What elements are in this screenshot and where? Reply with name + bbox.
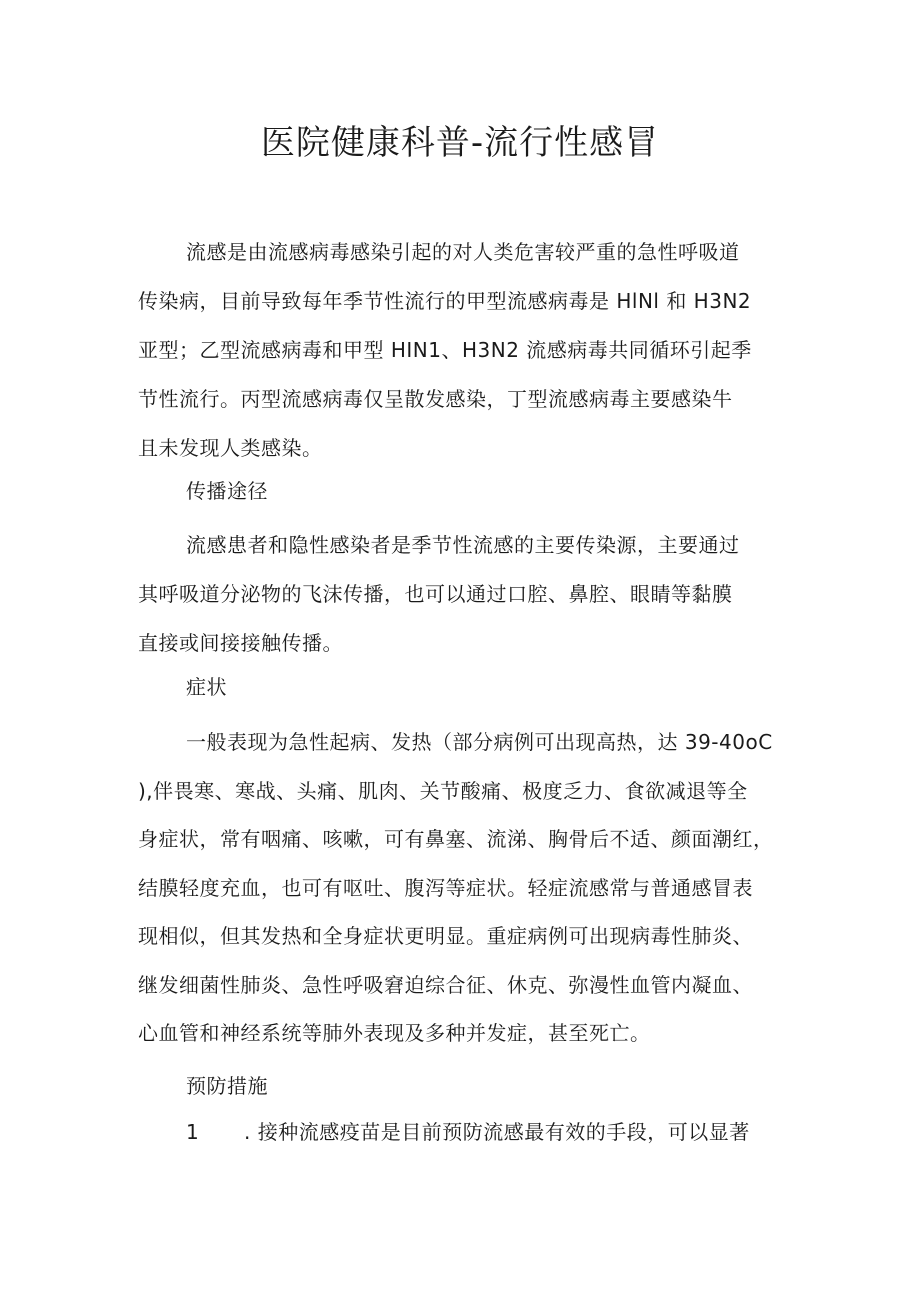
paragraph-line: 继发细菌性肺炎、急性呼吸窘迫综合征、休克、弥漫性血管内凝血、	[138, 972, 753, 997]
section-heading-symptoms: 症状	[186, 675, 227, 699]
paragraph-line: 节性流行。丙型流感病毒仅呈散发感染，丁型流感病毒主要感染牛	[138, 387, 733, 411]
symptoms-paragraph	[138, 718, 808, 1058]
paragraph-line: ),伴畏寒、寒战、头痛、肌肉、关节酸痛、极度乏力、食欲减退等全	[138, 778, 748, 803]
paragraph-line: 其呼吸道分泌物的飞沫传播，也可以通过口腔、鼻腔、眼睛等黏膜	[138, 582, 733, 606]
paragraph-line: 结膜轻度充血，也可有呕吐、腹泻等症状。轻症流感常与普通感冒表	[138, 875, 753, 900]
transmission-paragraph	[138, 521, 808, 668]
paragraph-line: 流感患者和隐性感染者是季节性流感的主要传染源，主要通过	[186, 533, 740, 557]
paragraph-line: 流感是由流感病毒感染引起的对人类危害较严重的急性呼吸道	[186, 240, 740, 264]
prevention-list-item	[186, 1112, 750, 1152]
paragraph-line: 现相似，但其发热和全身症状更明显。重症病例可出现病毒性肺炎、	[138, 924, 753, 948]
paragraph-line: 一般表现为急性起病、发热（部分病例可出现高热，达 39-40oC	[186, 730, 773, 754]
paragraph-line: 且未发现人类感染。	[138, 436, 323, 460]
section-heading-prevention: 预防措施	[186, 1074, 268, 1098]
paragraph-line: 亚型；乙型流感病毒和甲型 HIN1、H3N2 流感病毒共同循环引起季	[138, 338, 752, 362]
paragraph-line: 传染病，目前导致每年季节性流行的甲型流感病毒是 HlNl 和 H3N2	[138, 289, 752, 313]
list-item-text: . 接种流感疫苗是目前预防流感最有效的手段，可以显著	[244, 1120, 750, 1144]
list-item-number: 1	[186, 1120, 200, 1144]
paragraph-line: 心血管和神经系统等肺外表现及多种并发症，甚至死亡。	[138, 1021, 651, 1045]
paragraph-line: 身症状，常有咽痛、咳嗽，可有鼻塞、流涕、胸骨后不适、颜面潮红，	[138, 827, 774, 851]
paragraph-line: 直接或间接接触传播。	[138, 631, 343, 655]
section-heading-transmission: 传播途径	[186, 479, 268, 503]
document-title: 医院健康科普-流行性感冒	[260, 123, 660, 163]
intro-paragraph	[138, 228, 808, 473]
